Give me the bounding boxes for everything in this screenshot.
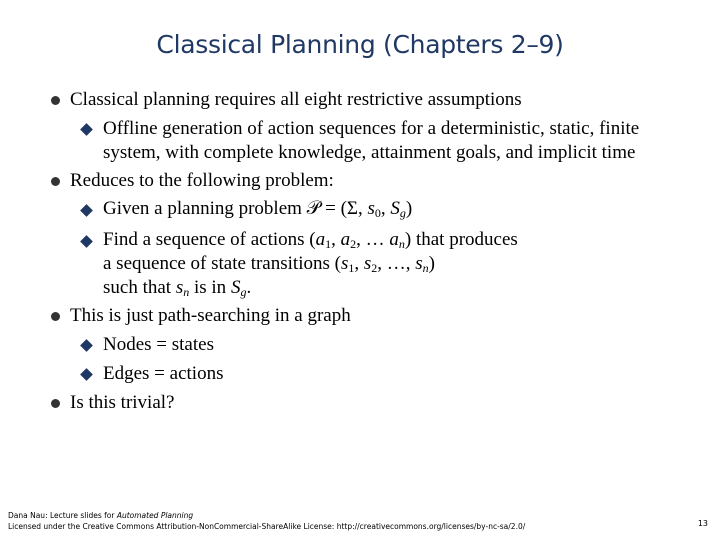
bullet-icon xyxy=(51,177,60,186)
footer-book-title: Automated Planning xyxy=(116,511,194,520)
footer-license: Licensed under the Creative Commons Attribution-NonCommercial-ShareAlike License: http://creativecommons.org/licenses/by-nc-sa/2.0/ xyxy=(8,522,526,531)
footer-credits xyxy=(8,510,525,532)
list-item xyxy=(103,117,639,165)
list-item: This is just path-searching in a graph xyxy=(70,305,351,326)
list-item-continuation: system, with complete knowledge, attainment goals, and implicit time xyxy=(103,142,636,163)
page-title: Classical Planning (Chapters 2–9) xyxy=(156,30,564,59)
bullet-icon xyxy=(51,399,60,408)
bullet-icon xyxy=(51,312,60,321)
list-item: Classical planning requires all eight restrictive assumptions xyxy=(70,89,522,110)
diamond-bullet-icon xyxy=(80,123,93,136)
list-item-planning-problem: Given a planning problem 𝒫 = (Σ, $s_0$, $S_g$) xyxy=(103,198,413,220)
footer-author: Dana Nau: Lecture slides for xyxy=(8,511,117,520)
list-item: Edges = actions xyxy=(103,363,224,384)
list-item: Nodes = states xyxy=(103,334,214,355)
footer-line-1 xyxy=(8,510,525,521)
bullet-icon xyxy=(51,96,60,105)
diamond-bullet-icon xyxy=(80,235,93,248)
list-item: Is this trivial? xyxy=(70,392,175,413)
diamond-bullet-icon xyxy=(80,368,93,381)
list-item-find-sequence: Find a sequence of actions ($a_1$, $a_2$, … $a_n$) that produces a sequence of state transitions ($s_1$, $s_2$, …, $s_n$) such that $s_n$ is in $S_g$. xyxy=(103,229,518,299)
slide-number: 13 xyxy=(697,519,708,528)
diamond-bullet-icon xyxy=(80,204,93,217)
list-item: Reduces to the following problem: xyxy=(70,170,334,191)
diamond-bullet-icon xyxy=(80,339,93,352)
list-item-text: Offline generation of action sequences for a deterministic, static, finite xyxy=(103,118,640,139)
